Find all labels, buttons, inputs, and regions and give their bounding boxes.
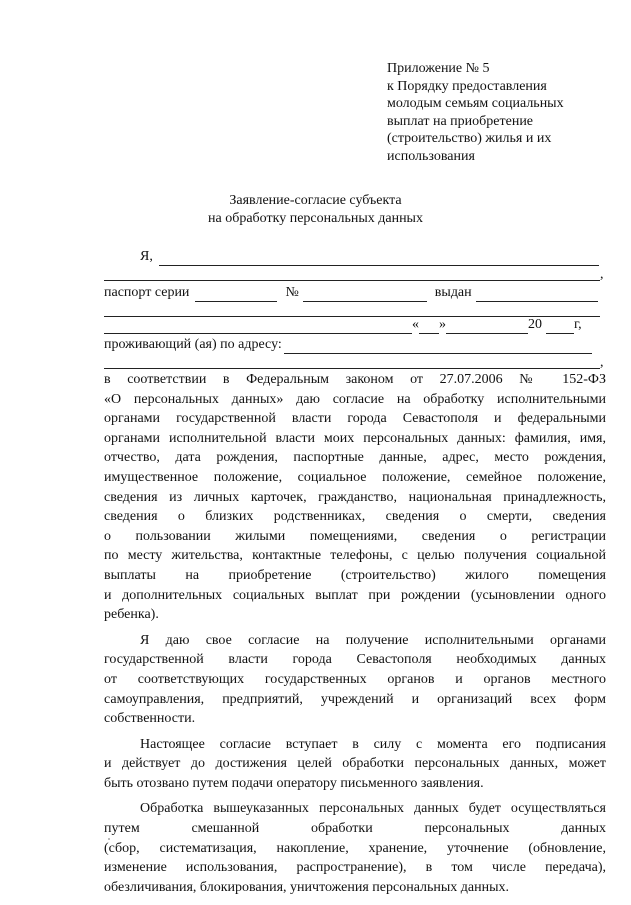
appendix-line: (строительство) жилья и их [387,131,552,146]
text-line: сведения из личных карточек, гражданство, национальная принадлежность, [104,489,606,505]
name-row [140,248,606,266]
text-line: органами государственной власти города Севастополя и федеральными [104,411,606,427]
text-line: в соответствии в Федеральным законом от 27.07.2006 № 152-ФЗ [104,372,606,387]
appendix-line: использования [387,148,475,164]
quote-open: « [412,317,419,332]
text-line: «О персональных данных» даю согласие на обработку исполнительными [104,391,606,407]
address-row [104,336,606,354]
text-line: сведения о близких родственниках, сведения о смерти, сведения [104,509,606,525]
text-line: быть отозвано путем подачи оператору письменного заявления. [104,775,484,791]
appendix-line: Приложение № 5 [387,61,490,76]
paragraph-3 [104,735,606,794]
text-line: изменение использования, распространение), в том числе передача), [104,860,606,876]
paragraph-1 [104,370,606,625]
text-line: ребенка). [104,607,159,623]
text-line: от соответствующих государственных органов и органов местного [104,671,606,687]
passport-series-label: паспорт серии [104,285,190,300]
text-line: по месту жительства, контактные телефоны, с целью получения социальной [104,548,606,564]
text-line: и дополнительных социальных выплат при рождении (усыновлении одного [104,587,606,603]
text-line: о пользовании жилыми помещениями, сведения о регистрации [104,528,606,544]
comma-text: , [600,355,604,370]
paragraph-2 [104,631,606,729]
appendix-line: выплат на приобретение [387,113,534,129]
passport-row [104,284,606,302]
text-line: выплаты на приобретение (строительство) жилого помещения [104,567,606,583]
title-line-1: Заявление-согласие субъекта [229,193,402,208]
scan-speck [108,838,110,840]
year-prefix: 20 [528,317,542,332]
passport-series-field[interactable] [195,287,277,302]
ya-label: Я, [140,249,153,264]
address-continuation-field[interactable] [104,368,600,369]
text-line: государственной власти города Севастополя необходимых данных [104,652,606,668]
passport-number-field[interactable] [303,287,427,302]
text-line: самоуправления, предприятий, учреждений и организаций всех форм [104,691,606,707]
text-line: путем смешанной обработки персональных данных [104,821,606,837]
issue-date-row [104,316,608,334]
text-line: Я даю свое согласие на получение исполнительными органами [140,632,606,648]
day-field[interactable] [419,319,439,334]
issued-by-field[interactable] [476,287,598,302]
text-line: органами исполнительной власти моих персональных данных: фамилия, имя, [104,430,606,446]
title-line-2: на обработку персональных данных [208,211,423,226]
month-field[interactable] [446,319,528,334]
text-line: отчество, дата рождения, паспортные данные, адрес, место рождения, [104,450,606,466]
issued-label: выдан [434,285,472,300]
paragraph-4 [104,799,606,897]
text-line: собственности. [104,711,196,727]
address-label: проживающий (ая) по адресу: [104,337,282,352]
year-field[interactable] [546,319,574,334]
appendix-line: молодым семьям социальных [387,96,564,111]
name-continuation-field[interactable] [104,280,600,281]
text-line: Настоящее согласие вступает в силу с момента его подписания [140,736,606,752]
appendix-header [387,60,597,165]
text-line: обезличивания, блокирования, уничтожения персональных данных. [104,879,510,895]
issued-by-field-2[interactable] [104,319,412,334]
appendix-line: к Порядку предоставления [387,78,547,94]
comma-1 [600,266,604,284]
document-title [0,192,631,228]
address-field[interactable] [284,339,592,354]
comma-text: , [600,267,604,282]
text-line: (сбор, систематизация, накопление, хранение, уточнение (обновление, [104,840,606,856]
text-line: и действует до достижения целей обработки персональных данных, может [104,756,606,772]
text-line: Обработка вышеуказанных персональных данных будет осуществляться [140,801,606,817]
name-field[interactable] [159,251,599,266]
text-line: имущественное положение, социальное положение, семейное положение, [104,469,606,485]
number-label: № [285,285,299,300]
year-suffix: г, [574,317,582,332]
consent-body [104,370,606,903]
quote-close: » [439,317,446,332]
